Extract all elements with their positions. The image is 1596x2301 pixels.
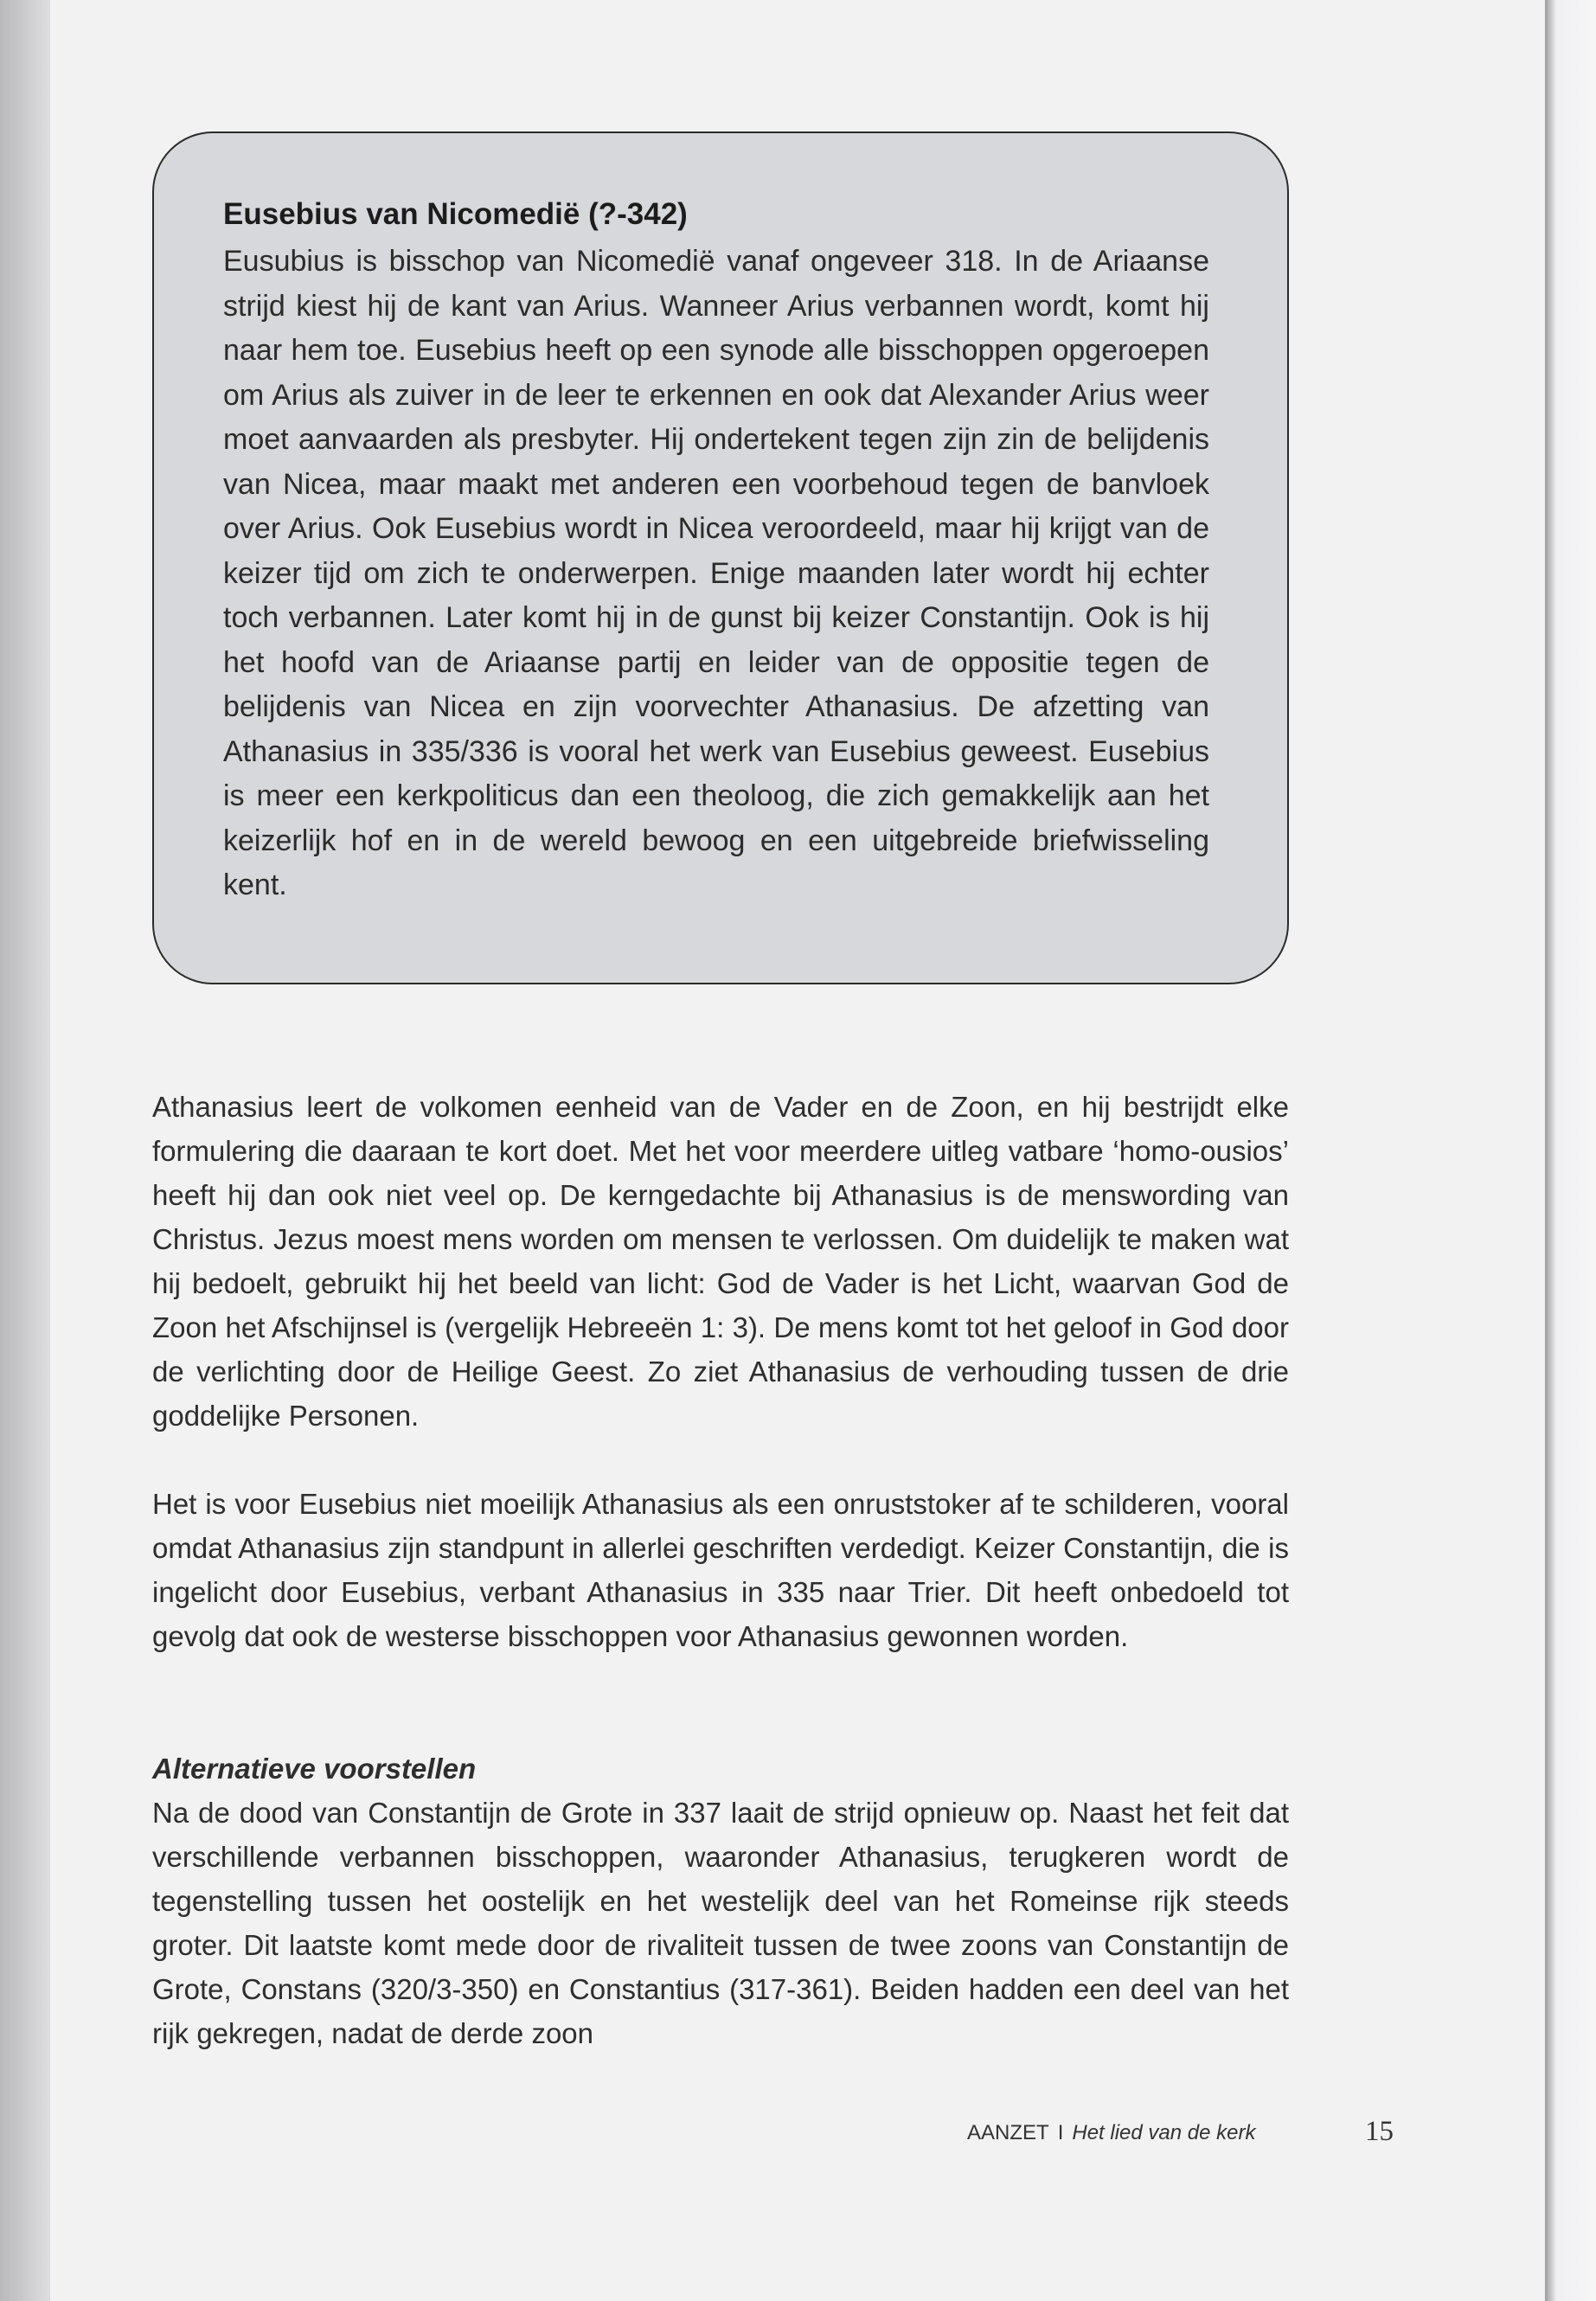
body-paragraph-1: Athanasius leert de volkomen eenheid van de Vader en de Zoon, en hij bestrijdt elke formulering die daaraan te kort doet. Met het voor meerdere uitleg vatbare ‘homo-ousios’ heeft hij dan ook niet veel op. De kerngedachte bij Athanasius is de menswording van Christus. Jezus moest mens worden om mensen te verlossen. Om duidelijk te maken wat hij bedoelt, gebruikt hij het beeld van licht: God de Vader is het Licht, waarvan God de Zoon het Afschijnsel is (vergelijk Hebreeën 1: 3). De mens komt tot het geloof in God door de verlichting door de Heilige Geest. Zo ziet Athanasius de verhouding tussen de drie goddelijke Personen.: [152, 1091, 1289, 1432]
book-spine-shadow: [0, 0, 50, 2301]
running-footer: [967, 2116, 1255, 2150]
section-subheading: Alternatieve voorstellen: [152, 1753, 477, 1785]
page-number: 15: [1365, 2116, 1394, 2147]
page-edge: [1545, 0, 1596, 2301]
footer-book-title: Het lied van de kerk: [1072, 2121, 1256, 2144]
sidebar-title: Eusebius van Nicomedië (?-342): [223, 197, 688, 231]
sidebar-text: Eusubius is bisschop van Nicomedië vanaf ongeveer 318. In de Ariaanse strijd kiest hij de kant van Arius. Wanneer Arius verbannen wordt, komt hij naar hem toe. Eusebius heeft op een synode alle bisschoppen opgeroepen om Arius als zuiver in de leer te erkennen en ook dat Alexander Arius weer moet aanvaarden als presbyter. Hij ondertekent tegen zijn zin de belijdenis van Nicea, maar maakt met anderen een voorbehoud tegen de banvloek over Arius. Ook Eusebius wordt in Nicea veroordeeld, maar hij krijgt van de keizer tijd om zich te onderwerpen. Enige maanden later wordt hij echter toch verbannen. Later komt hij in de gunst bij keizer Constantijn. Ook is hij het hoofd van de Ariaanse partij en leider van de oppositie tegen de belijdenis van Nicea en zijn voorvechter Athanasius. De afzetting van Athanasius in 335/336 is vooral het werk van Eusebius geweest. Eusebius is meer een kerkpoliticus dan een theoloog, die zich gemakkelijk aan het keizerlijk hof en in de wereld bewoog en een uitgebreide briefwisseling kent.: [223, 245, 1209, 901]
body-paragraph-2: Het is voor Eusebius niet moeilijk Athanasius als een onruststoker af te schilderen, vooral omdat Athanasius zijn standpunt in allerlei geschriften verdedigt. Keizer Constantijn, die is ingelicht door Eusebius, verbant Athanasius in 335 naar Trier. Dit heeft onbedoeld tot gevolg dat ook de westerse bisschoppen voor Athanasius gewonnen worden.: [152, 1488, 1289, 1652]
footer-separator: I: [1057, 2121, 1064, 2144]
footer-series: AANZET: [967, 2121, 1049, 2144]
body-paragraph-3: Na de dood van Constantijn de Grote in 337 laait de strijd opnieuw op. Naast het feit dat verschillende verbannen bisschoppen, waaronder Athanasius, terugkeren wordt de tegenstelling tussen het oostelijk en het westelijk deel van het Romeinse rijk steeds groter. Dit laatste komt mede door de rivaliteit tussen de twee zoons van Constantijn de Grote, Constans (320/3-350) en Constantius (317-361). Beiden hadden een deel van het rijk gekregen, nadat de derde zoon: [152, 1797, 1289, 2049]
